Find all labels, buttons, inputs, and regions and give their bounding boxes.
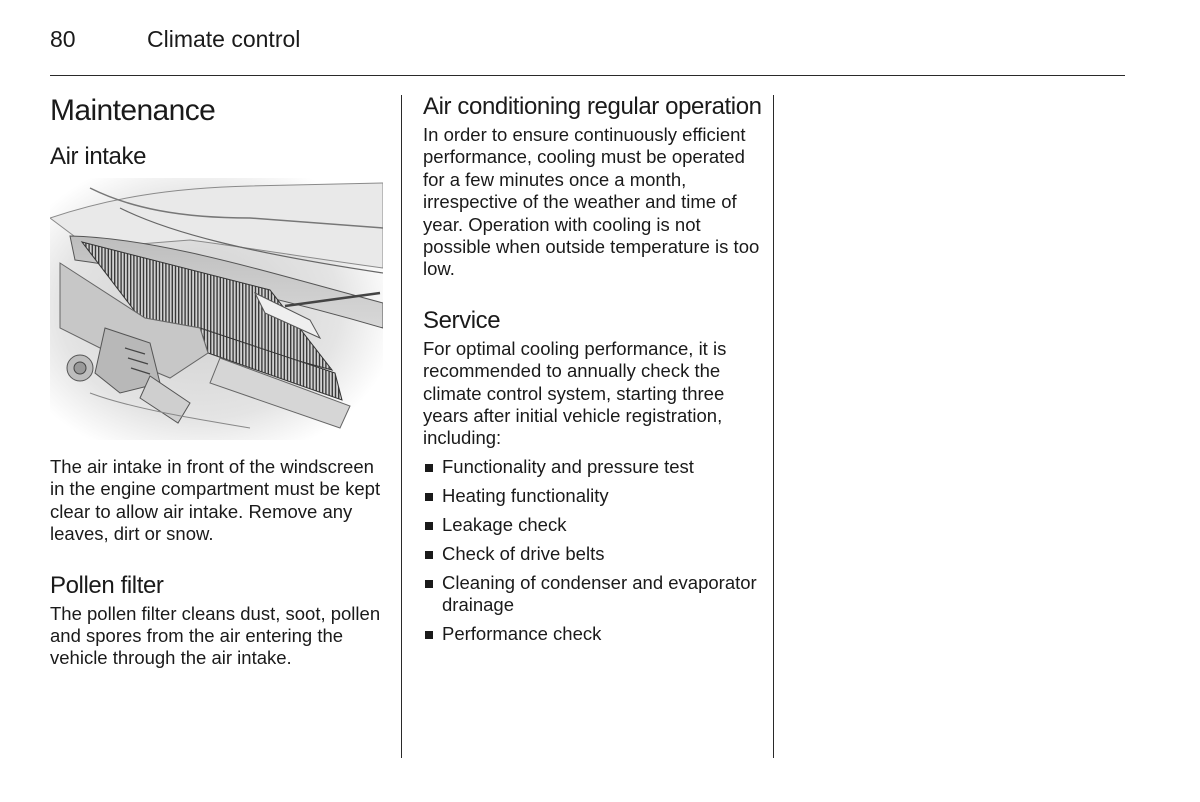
section-heading-maintenance: Maintenance: [50, 94, 216, 127]
list-item: Performance check: [423, 623, 763, 645]
air-intake-illustration: [50, 178, 383, 440]
air-intake-text: The air intake in front of the windscreen in the engine compartment must be kept clear to allow air intake. Remove any leaves, dirt or snow.: [50, 456, 381, 545]
column-divider-2: [773, 95, 774, 758]
bullet-icon: [425, 631, 433, 639]
pollen-filter-text: The pollen filter cleans dust, soot, pollen and spores from the air entering the vehicle through the air intake.: [50, 602, 381, 669]
bullet-icon: [425, 522, 433, 530]
header-divider: [50, 75, 1125, 76]
list-item: Cleaning of condenser and evaporator drainage: [423, 572, 763, 617]
bullet-icon: [425, 580, 433, 588]
left-column: [50, 93, 390, 670]
ac-operation-text: In order to ensure continuously efficient performance, cooling must be operated for a few minutes once a month, irrespective of the weather and time of year. Operation with cooling is not possible when outside temperature is too low.: [423, 124, 760, 280]
bullet-icon: [425, 551, 433, 559]
subheading-pollen-filter: Pollen filter: [50, 571, 164, 599]
service-text: For optimal cooling performance, it is recommended to annually check the climate control system, starting three years after initial vehicle registration, including:: [423, 337, 727, 449]
page-number: 80: [50, 26, 76, 52]
subheading-ac-regular-operation: Air conditioning regular operation: [423, 93, 762, 120]
bullet-icon: [425, 464, 433, 472]
bullet-icon: [425, 493, 433, 501]
list-item: Leakage check: [423, 514, 763, 536]
subheading-air-intake: Air intake: [50, 143, 147, 170]
list-item: Functionality and pressure test: [423, 456, 763, 478]
middle-column: [423, 93, 763, 652]
column-divider-1: [401, 95, 402, 758]
list-item: Check of drive belts: [423, 543, 763, 565]
chapter-title: Climate control: [147, 26, 301, 52]
subheading-service: Service: [423, 306, 501, 334]
list-item: Heating functionality: [423, 485, 763, 507]
service-checklist: [423, 456, 763, 646]
